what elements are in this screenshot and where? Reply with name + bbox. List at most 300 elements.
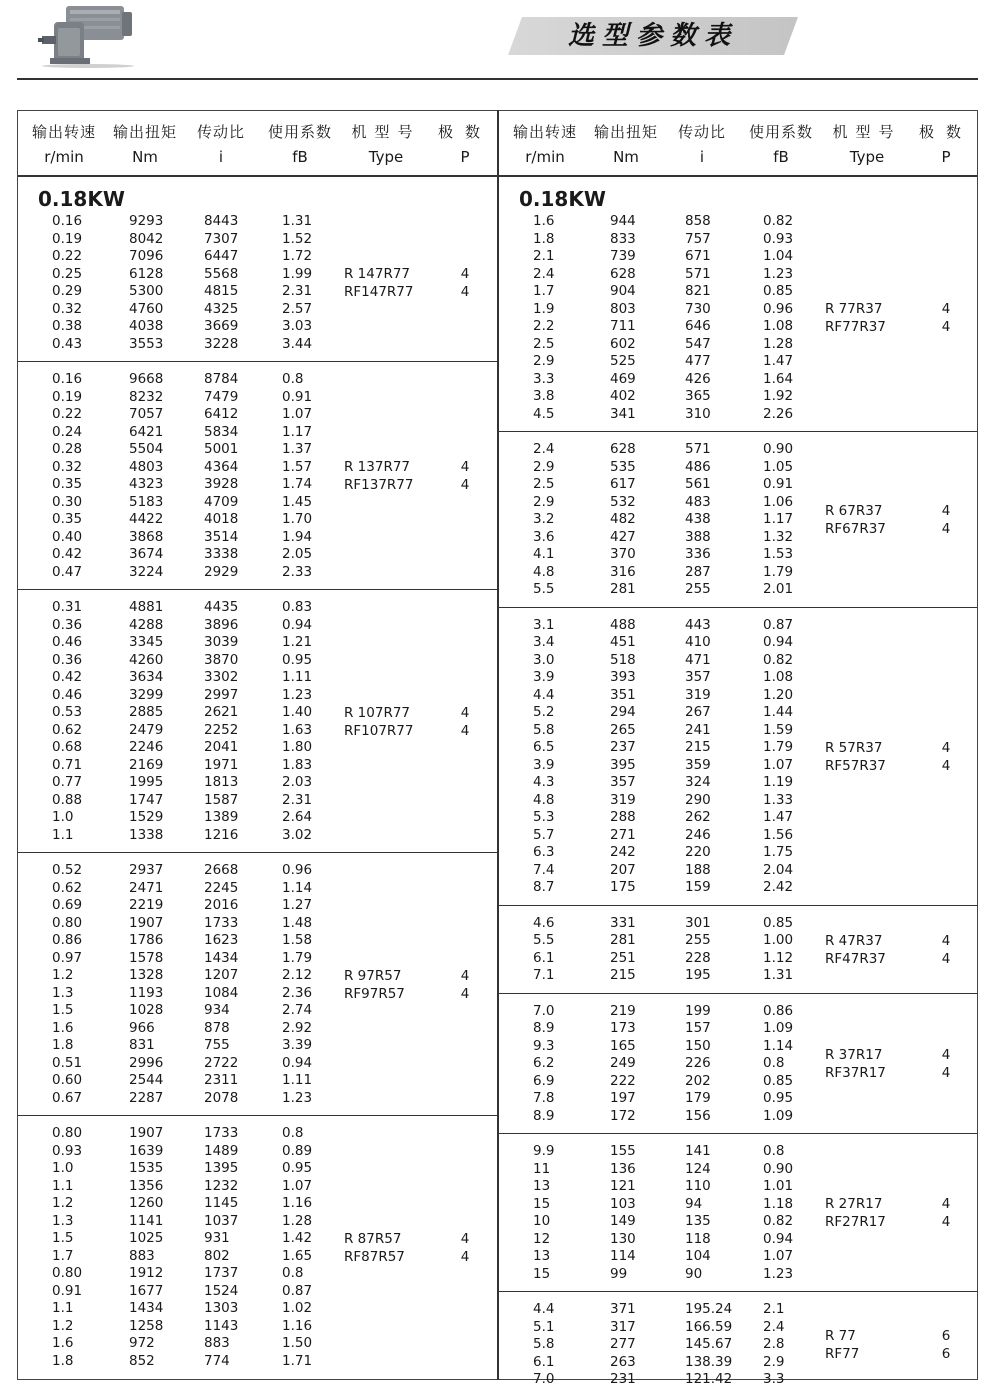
header-fb-unit: fB [292,148,308,166]
speed-cell: 3.9 [533,756,555,773]
ratio-cell: 1389 [204,809,239,825]
speed-cell: 5.2 [533,704,555,720]
speed-cell: 0.32 [52,300,83,317]
fb-cell: 3.3 [763,1371,785,1387]
speed-cell: 0.29 [52,283,83,299]
speed-cell: 12 [533,1230,551,1247]
fb-cell: 1.08 [763,669,794,685]
poles-value: 4 [941,1046,951,1063]
table-row [499,231,977,248]
speed-cell: 5.1 [533,1318,555,1335]
fb-cell: 1.17 [763,511,794,527]
fb-cell: 0.83 [282,599,313,615]
speed-cell: 1.2 [52,967,74,983]
torque-cell: 944 [610,213,636,229]
fb-cell: 1.63 [282,721,313,738]
torque-cell: 103 [610,1195,636,1212]
ratio-cell: 4018 [204,511,239,527]
table-row [499,687,977,704]
speed-cell: 0.93 [52,1142,83,1159]
fb-cell: 1.47 [763,353,794,369]
speed-cell: 8.7 [533,879,555,895]
ratio-cell: 365 [685,388,711,404]
left-column [18,111,497,1379]
fb-cell: 2.8 [763,1336,785,1352]
torque-cell: 518 [610,651,636,668]
table-row [18,546,497,563]
fb-cell: 2.57 [282,300,313,317]
ratio-cell: 3514 [204,528,239,545]
table-row [499,915,977,932]
table-row [18,1072,497,1089]
table-row [18,424,497,441]
torque-cell: 277 [610,1336,636,1352]
torque-cell: 155 [610,1143,636,1159]
ratio-cell: 3039 [204,634,239,650]
table-row [499,950,977,967]
torque-cell: 263 [610,1353,636,1370]
fb-cell: 1.21 [282,634,313,650]
speed-cell: 0.35 [52,511,83,527]
speed-cell: 1.7 [52,1247,74,1264]
speed-cell: 6.2 [533,1055,555,1071]
fb-cell: 2.4 [763,1318,785,1335]
speed-cell: 0.60 [52,1072,83,1088]
table-row [18,1037,497,1054]
ratio-cell: 1434 [204,949,239,966]
fb-cell: 0.95 [763,1090,794,1106]
table-row [499,336,977,353]
ratio-cell: 2252 [204,721,239,738]
speed-cell: 0.71 [52,756,83,773]
torque-cell: 1025 [129,1230,164,1246]
torque-cell: 1434 [129,1300,164,1316]
speed-cell: 1.7 [533,283,555,299]
fb-cell: 2.04 [763,861,794,878]
speed-cell: 9.9 [533,1143,555,1159]
torque-cell: 249 [610,1055,636,1071]
torque-cell: 197 [610,1090,636,1106]
ratio-cell: 104 [685,1248,711,1264]
ratio-cell: 7307 [204,230,239,247]
fb-cell: 0.96 [763,300,794,317]
fb-cell: 1.37 [282,441,313,457]
table-header [18,111,497,177]
table-row [18,1318,497,1335]
torque-cell: 357 [610,774,636,790]
torque-cell: 532 [610,493,636,510]
table-row [499,669,977,686]
power-label: 0.18KW [38,187,125,211]
torque-cell: 535 [610,458,636,475]
speed-cell: 1.3 [52,1212,74,1229]
table-row [499,581,977,598]
torque-cell: 833 [610,230,636,247]
table-row [18,336,497,353]
speed-cell: 6.5 [533,739,555,755]
speed-cell: 3.0 [533,651,555,668]
type-group [499,617,977,897]
torque-cell: 402 [610,388,636,404]
speed-cell: 1.0 [52,1160,74,1176]
table-row [18,1248,497,1265]
type-label: RF87R57 [344,1248,405,1265]
table-row [499,1231,977,1248]
torque-cell: 4260 [129,651,164,668]
ratio-cell: 388 [685,528,711,545]
fb-cell: 2.26 [763,405,794,422]
table-row [499,511,977,528]
fb-cell: 1.09 [763,1107,794,1124]
type-label: RF57R37 [825,757,886,774]
speed-cell: 1.6 [533,213,555,229]
table-row [499,1003,977,1020]
table-row [18,1265,497,1282]
poles-value: 4 [941,950,951,967]
header-poles: 极数 [437,123,492,141]
fb-cell: 3.39 [282,1037,313,1053]
fb-cell: 1.28 [282,1212,313,1229]
ratio-cell: 199 [685,1002,711,1019]
table-row [499,564,977,581]
torque-cell: 482 [610,511,636,527]
type-label: R 77R37 [825,301,883,317]
speed-cell: 7.4 [533,861,555,878]
table-row [499,617,977,634]
table-row [499,1336,977,1353]
type-group [18,213,497,353]
ratio-cell: 5834 [204,423,239,440]
poles-value: 6 [941,1327,951,1344]
gear-motor-image [38,2,138,72]
type-label: RF147R77 [344,284,414,300]
torque-cell: 1529 [129,809,164,825]
speed-cell: 4.4 [533,1301,555,1317]
group-separator [18,1115,497,1116]
speed-cell: 1.9 [533,300,555,317]
torque-cell: 2996 [129,1054,164,1071]
table-row [18,774,497,791]
table-row [499,1020,977,1037]
table-row [499,371,977,388]
speed-cell: 2.9 [533,353,555,369]
fb-cell: 1.64 [763,370,794,387]
ratio-cell: 138.39 [685,1353,733,1370]
fb-cell: 1.08 [763,318,794,334]
speed-cell: 7.8 [533,1090,555,1106]
fb-cell: 0.94 [282,1054,313,1071]
ratio-cell: 255 [685,581,711,597]
speed-cell: 4.8 [533,563,555,580]
fb-cell: 1.79 [282,949,313,966]
ratio-cell: 150 [685,1037,711,1054]
table-row [499,266,977,283]
torque-cell: 121 [610,1178,636,1194]
fb-cell: 1.44 [763,704,794,720]
torque-cell: 1535 [129,1160,164,1176]
type-label: RF77 [825,1345,860,1362]
fb-cell: 0.82 [763,651,794,668]
torque-cell: 739 [610,248,636,264]
torque-cell: 525 [610,353,636,369]
table-row [499,1178,977,1195]
table-row [499,248,977,265]
fb-cell: 1.70 [282,511,313,527]
ratio-cell: 301 [685,914,711,931]
table-row [499,1319,977,1336]
fb-cell: 1.45 [282,493,313,510]
header-fb-unit: fB [773,148,789,166]
table-row [18,704,497,721]
table-row [18,1195,497,1212]
speed-cell: 1.1 [52,1177,74,1194]
speed-cell: 0.35 [52,476,83,492]
ratio-cell: 4364 [204,458,239,475]
ratio-cell: 1587 [204,791,239,808]
fb-cell: 1.79 [763,739,794,755]
fb-cell: 0.89 [282,1142,313,1159]
ratio-cell: 931 [204,1230,230,1246]
table-row [499,529,977,546]
torque-cell: 9668 [129,371,164,387]
ratio-cell: 3928 [204,476,239,492]
ratio-cell: 1232 [204,1177,239,1194]
table-row [499,932,977,949]
fb-cell: 1.23 [282,1089,313,1106]
ratio-cell: 561 [685,476,711,492]
table-row [499,494,977,511]
fb-cell: 0.91 [282,388,313,405]
speed-cell: 3.2 [533,511,555,527]
speed-cell: 2.2 [533,318,555,334]
table-row [499,774,977,791]
fb-cell: 0.95 [282,651,313,668]
speed-cell: 4.4 [533,686,555,703]
fb-cell: 1.23 [282,686,313,703]
speed-cell: 0.19 [52,230,83,247]
table-row [499,1301,977,1318]
header-ratio-unit: i [218,148,224,166]
torque-cell: 2219 [129,897,164,913]
fb-cell: 1.11 [282,1072,313,1088]
speed-cell: 2.9 [533,493,555,510]
torque-cell: 165 [610,1037,636,1054]
speed-cell: 0.42 [52,546,83,562]
type-label: R 137R77 [344,459,410,475]
torque-cell: 883 [129,1247,155,1264]
table-row [499,1090,977,1107]
ratio-cell: 220 [685,844,711,860]
speed-cell: 3.8 [533,388,555,404]
type-label: R 77 [825,1327,856,1344]
fb-cell: 2.31 [282,283,313,299]
speed-cell: 2.1 [533,248,555,264]
torque-cell: 617 [610,476,636,492]
fb-cell: 2.12 [282,967,313,983]
table-row [499,459,977,476]
type-group [18,1125,497,1370]
torque-cell: 3674 [129,546,164,562]
ratio-cell: 2997 [204,686,239,703]
ratio-cell: 94 [685,1195,703,1212]
table-row [18,880,497,897]
type-group [499,213,977,423]
header-ratio-unit: i [699,148,705,166]
header-poles: 极数 [918,123,973,141]
table-row [499,704,977,721]
torque-cell: 803 [610,300,636,317]
ratio-cell: 755 [204,1037,230,1053]
fb-cell: 0.90 [763,1160,794,1177]
header-type-unit: Type [368,148,404,166]
ratio-cell: 4709 [204,493,239,510]
torque-cell: 8232 [129,388,164,405]
header-ratio: 传动比 [677,123,726,141]
speed-cell: 0.80 [52,1125,83,1141]
ratio-cell: 124 [685,1160,711,1177]
ratio-cell: 2041 [204,739,239,755]
torque-cell: 265 [610,721,636,738]
ratio-cell: 188 [685,861,711,878]
speed-cell: 4.5 [533,405,555,422]
speed-cell: 0.22 [52,406,83,422]
torque-cell: 281 [610,581,636,597]
torque-cell: 2287 [129,1089,164,1106]
speed-cell: 2.4 [533,265,555,282]
ratio-cell: 141 [685,1143,711,1159]
ratio-cell: 215 [685,739,711,755]
ratio-cell: 1145 [204,1195,239,1211]
fb-cell: 1.56 [763,826,794,843]
header-type-unit: Type [849,148,885,166]
page-title: 选型参数表 [567,21,738,51]
speed-cell: 7.0 [533,1371,555,1387]
ratio-cell: 477 [685,353,711,369]
speed-cell: 0.32 [52,458,83,475]
speed-cell: 1.6 [52,1335,74,1351]
ratio-cell: 255 [685,932,711,948]
speed-cell: 0.24 [52,423,83,440]
table-row [18,950,497,967]
poles-value: 4 [941,932,951,949]
torque-cell: 222 [610,1072,636,1089]
fb-cell: 2.42 [763,879,794,895]
torque-cell: 1747 [129,791,164,808]
speed-cell: 0.46 [52,634,83,650]
ratio-cell: 159 [685,879,711,895]
fb-cell: 1.80 [282,739,313,755]
type-label: RF77R37 [825,319,886,335]
ratio-cell: 3228 [204,335,239,352]
speed-cell: 0.40 [52,528,83,545]
type-group [499,1003,977,1126]
ratio-cell: 3338 [204,546,239,562]
table-row [18,652,497,669]
header-ratio: 传动比 [196,123,245,141]
torque-cell: 4803 [129,458,164,475]
torque-cell: 852 [129,1352,155,1369]
table-header [499,111,977,177]
ratio-cell: 426 [685,370,711,387]
table-row [18,1090,497,1107]
ratio-cell: 2929 [204,563,239,580]
torque-cell: 3299 [129,686,164,703]
fb-cell: 0.87 [763,616,794,633]
ratio-cell: 3870 [204,651,239,668]
ratio-cell: 410 [685,634,711,650]
poles-value: 4 [941,1064,951,1081]
speed-cell: 7.0 [533,1002,555,1019]
fb-cell: 1.72 [282,248,313,264]
header-speed-unit: r/min [44,148,84,166]
table-row [499,213,977,230]
speed-cell: 0.30 [52,493,83,510]
fb-cell: 1.18 [763,1195,794,1212]
table-row [499,1354,977,1371]
ratio-cell: 2621 [204,704,239,720]
ratio-cell: 1737 [204,1265,239,1281]
torque-cell: 1907 [129,914,164,931]
torque-cell: 4323 [129,476,164,492]
table-row [499,1055,977,1072]
table-row [18,1230,497,1247]
ratio-cell: 5568 [204,265,239,282]
ratio-cell: 486 [685,458,711,475]
speed-cell: 0.53 [52,704,83,720]
header-speed-unit: r/min [525,148,565,166]
speed-cell: 0.86 [52,932,83,948]
ratio-cell: 571 [685,441,711,457]
speed-cell: 1.0 [52,809,74,825]
fb-cell: 0.8 [763,1143,785,1159]
speed-cell: 0.62 [52,879,83,896]
torque-cell: 469 [610,370,636,387]
torque-cell: 1907 [129,1125,164,1141]
fb-cell: 0.86 [763,1002,794,1019]
torque-cell: 1786 [129,932,164,948]
type-label: R 107R77 [344,704,410,721]
table-row [18,301,497,318]
fb-cell: 0.93 [763,230,794,247]
speed-cell: 13 [533,1248,551,1264]
fb-cell: 2.9 [763,1353,785,1370]
torque-cell: 4760 [129,300,164,317]
table-row [18,389,497,406]
ratio-cell: 7479 [204,388,239,405]
fb-cell: 1.27 [282,897,313,913]
table-row [499,353,977,370]
table-row [499,546,977,563]
fb-cell: 1.05 [763,458,794,475]
fb-cell: 0.91 [763,476,794,492]
ratio-cell: 671 [685,248,711,264]
table-row [499,809,977,826]
torque-cell: 451 [610,634,636,650]
ratio-cell: 310 [685,405,711,422]
speed-cell: 6.9 [533,1072,555,1089]
type-label: RF27R17 [825,1214,886,1230]
speed-cell: 1.8 [52,1037,74,1053]
ratio-cell: 226 [685,1055,711,1071]
torque-cell: 99 [610,1265,628,1282]
speed-cell: 5.8 [533,721,555,738]
torque-cell: 288 [610,809,636,825]
torque-cell: 628 [610,441,636,457]
type-group [18,371,497,581]
poles-value: 4 [941,739,951,756]
torque-cell: 1995 [129,774,164,790]
table-row [499,967,977,984]
